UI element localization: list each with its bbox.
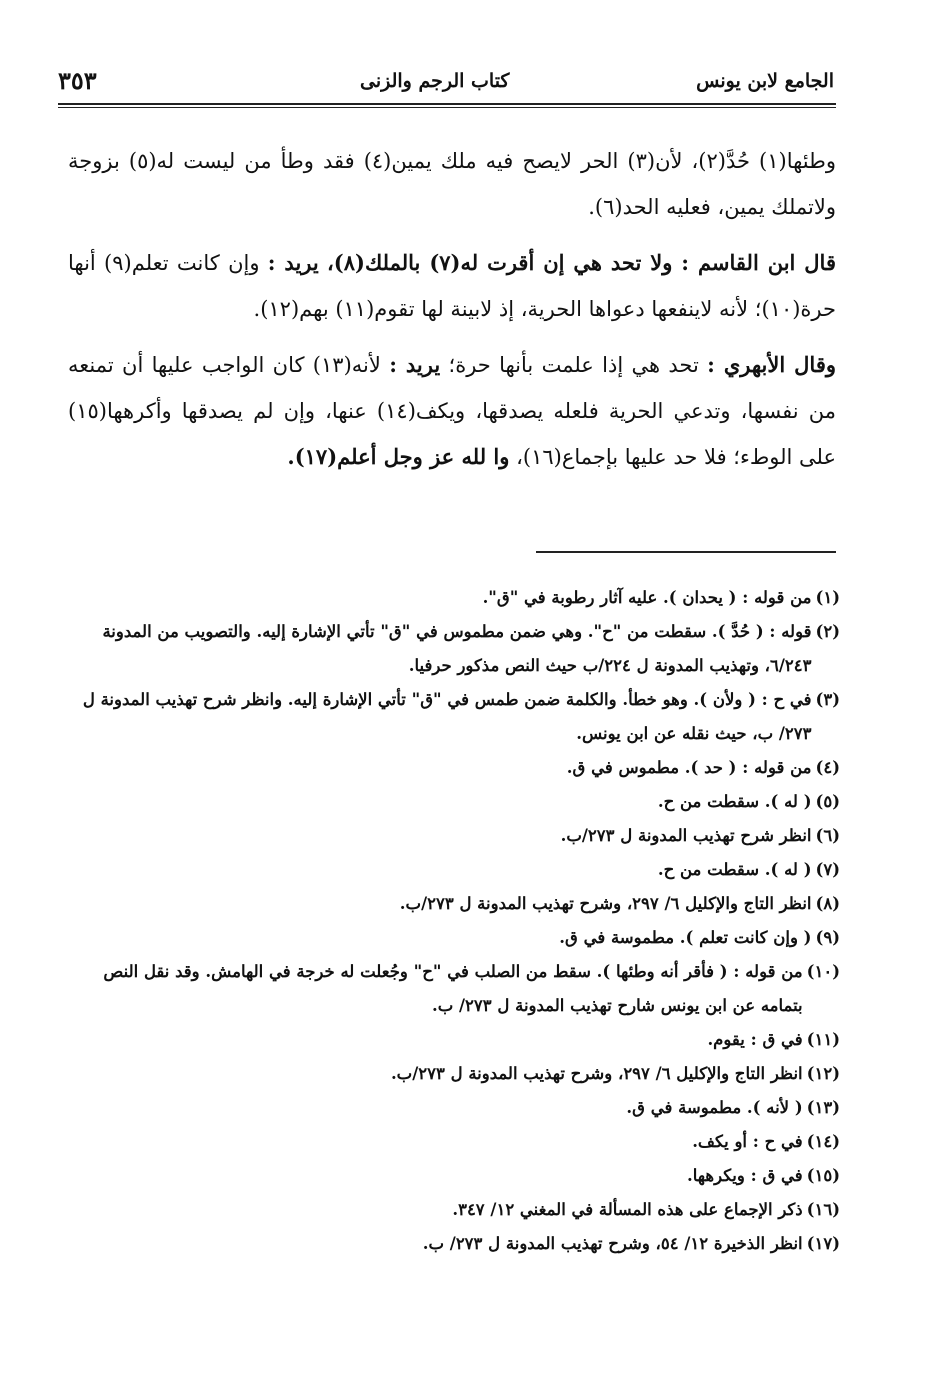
footnote-number: (١٤) (806, 1132, 840, 1151)
footnote-number: (٩) (815, 928, 840, 947)
footnote-number: (١٦) (806, 1200, 840, 1219)
footnote-text: في ح : أو يكف. (692, 1132, 803, 1151)
footnote-number: (٨) (815, 894, 840, 913)
footnote (70, 853, 840, 887)
footnote-separator (536, 551, 836, 553)
bold-text-run: يريد : (267, 250, 319, 275)
footnote-number: (١٠) (806, 962, 840, 981)
footnote (70, 1023, 840, 1057)
footnote-text: في ق : ويكرهها. (687, 1166, 803, 1185)
text-run (319, 251, 327, 275)
page-number: ٣٥٣ (58, 66, 97, 95)
body-paragraph (68, 342, 836, 480)
footnote-text: في ق : يقوم. (707, 1030, 803, 1049)
footnote-text: انظر الذخيرة ١٢/ ٥٤، وشرح تهذيب المدونة ل ٢٧٣/ ب. (422, 1234, 803, 1253)
footnote (70, 683, 840, 751)
footnote-text: انظر التاج والإكليل ٦/ ٢٩٧، وشرح تهذيب المدونة ل ٢٧٣/ب. (399, 894, 812, 913)
header-rule (58, 103, 836, 108)
footnote (70, 887, 840, 921)
footnote-text: من قوله : ( يحدان ). عليه آثار رطوبة في "ق". (482, 588, 812, 607)
footnotes (70, 581, 840, 1261)
footnote-text: ( له ). سقطت من ح. (657, 860, 812, 879)
footnote-text: ( له ). سقطت من ح. (657, 792, 812, 811)
footnote-text: قوله : ( حُدَّ ). سقطت من "ح". وهي ضمن مطموس في "ق" تأتي الإشارة إليه. والتصويب من المدونة ٦/٢٤٣، وتهذيب المدونة ل ٢٢٤/ب حيث النص مذكور حرفيا. (102, 622, 812, 675)
footnote (70, 581, 840, 615)
bold-text-run: يريد : (389, 352, 441, 377)
body-paragraph (68, 138, 836, 230)
footnote-number: (١٧) (806, 1234, 840, 1253)
bold-text-run: وا لله عز وجل أعلم(١٧). (287, 444, 510, 469)
main-text (68, 138, 836, 490)
footnote-text: ( لأنه ). مطموسة في ق. (626, 1098, 803, 1117)
bold-text-run: قال ابن القاسم : ولا تحد هي إن أقرت له(٧) بالملك(٨)، (327, 250, 836, 275)
footnote-number: (٢) (815, 622, 840, 641)
footnote (70, 1091, 840, 1125)
footnote-text: من قوله : ( فأقر أنه وطئها ). سقط من الصلب في "ح" وجُعلت له خرجة في الهامش. وقد نقل النص بتمامه عن ابن يونس شارح تهذيب المدونة ل ٢٧٣/ ب. (103, 962, 803, 1015)
footnote-text: ذكر الإجماع على هذه المسألة في المغني ١٢/ ٣٤٧. (452, 1200, 803, 1219)
text-run: وإن كانت تعلم(٩) أنها حرة(١٠)؛ لأنه لاينفعها دعواها الحرية، إذ لابينة لها تقوم(١١) بهم(١٢). (68, 251, 836, 321)
footnote-number: (١٥) (806, 1166, 840, 1185)
footnote-text: ( وإن كانت تعلم ). مطموسة في ق. (559, 928, 812, 947)
footnote (70, 1057, 840, 1091)
running-header-book-title: الجامع لابن يونس (696, 70, 834, 92)
footnote (70, 1159, 840, 1193)
footnote (70, 1125, 840, 1159)
footnote (70, 751, 840, 785)
footnote (70, 1193, 840, 1227)
footnote (70, 819, 840, 853)
text-run: وطئها(١) حُدَّ(٢)، لأن(٣) الحر لايصح فيه ملك يمين(٤) فقد وطأ من ليست له(٥) بزوجة ولاتملك يمين، فعليه الحد(٦). (68, 149, 836, 219)
footnote-number: (١) (815, 588, 840, 607)
footnote-text: انظر شرح تهذيب المدونة ل ٢٧٣/ب. (560, 826, 812, 845)
body-paragraph (68, 240, 836, 332)
bold-text-run: وقال الأبهري : (707, 352, 837, 377)
footnote-text: في ح : ( ولأن ). وهو خطأ. والكلمة ضمن طمس في "ق" تأتي الإشارة إليه. وانظر شرح تهذيب المدونة ل ٢٧٣/ ب، حيث نقله عن ابن يونس. (82, 690, 812, 743)
running-header-chapter-title: كتاب الرجم والزنى (360, 70, 510, 92)
footnote-number: (٦) (815, 826, 840, 845)
footnote (70, 615, 840, 683)
text-run: تحد هي إذا علمت بأنها حرة؛ (440, 353, 708, 377)
footnote-number: (١٣) (806, 1098, 840, 1117)
footnote-text: انظر التاج والإكليل ٦/ ٢٩٧، وشرح تهذيب المدونة ل ٢٧٣/ب. (390, 1064, 803, 1083)
footnote-text: من قوله : ( حد ). مطموس في ق. (566, 758, 812, 777)
footnote-number: (٣) (815, 690, 840, 709)
footnote (70, 785, 840, 819)
footnote (70, 921, 840, 955)
footnote-number: (١١) (806, 1030, 840, 1049)
footnote-number: (٤) (815, 758, 840, 777)
footnote-number: (٥) (815, 792, 840, 811)
text-run: لأنه(١٣) كان الواجب عليها أن تمنعه من نفسها، وتدعي الحرية فلعله يصدقها، ويكف(١٤) عنها، وإن لم يصدقها وأكرهها(١٥) على الوطء؛ فلا حد عليها بإجماع(١٦)، (68, 353, 836, 469)
footnote (70, 955, 840, 1023)
footnote-number: (٧) (815, 860, 840, 879)
footnote-number: (١٢) (806, 1064, 840, 1083)
footnote (70, 1227, 840, 1261)
